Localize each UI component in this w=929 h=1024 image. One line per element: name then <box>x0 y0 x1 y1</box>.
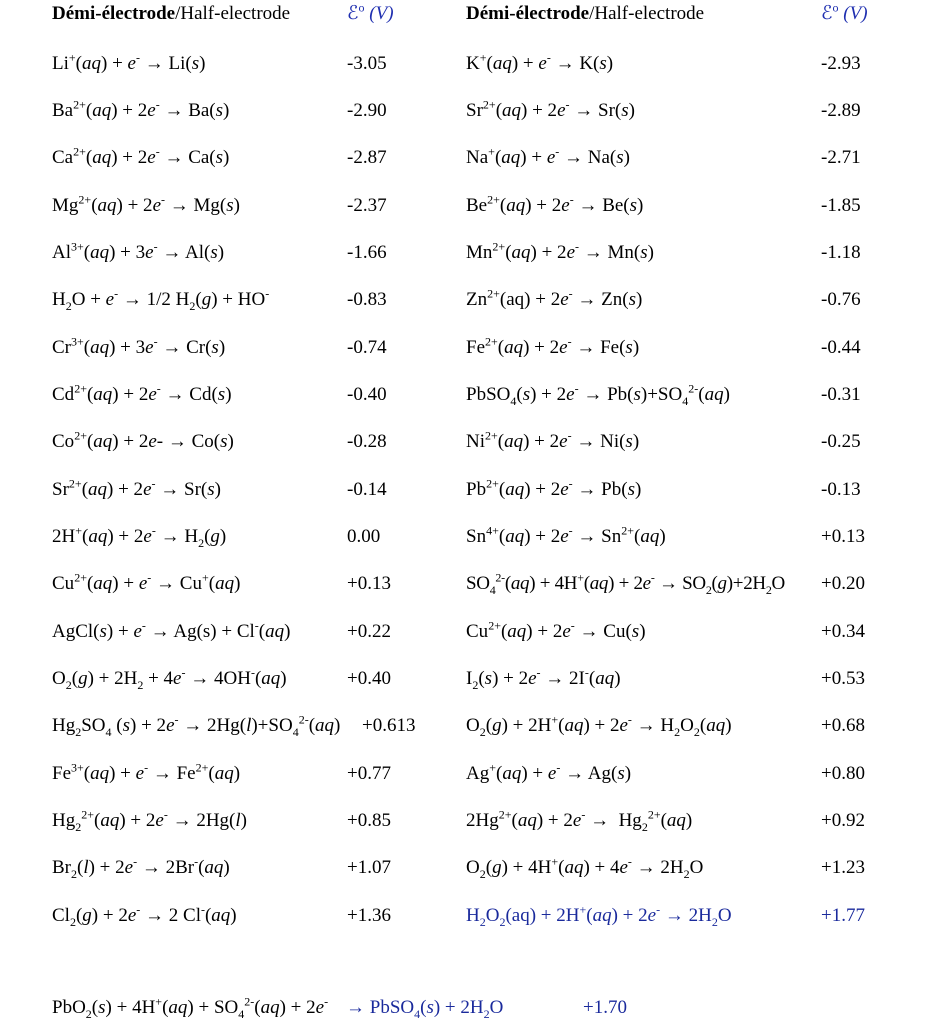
reaction-row: $Co^{2+}(aq) + 2e- \to Co(s)$ <box>52 428 234 452</box>
potential-value: +1.36 <box>347 905 391 926</box>
reaction-row: $I_2(s) + 2e^- \to 2I^-(aq)$ <box>466 665 621 692</box>
footer-reaction-right: → PbSO$_4$(s) + $2H_2O$ <box>346 997 504 1021</box>
potential-unit: (V) <box>369 3 394 24</box>
reaction-row: AgCl(s) + e- → Ag(s) + Cl-(aq) <box>52 618 291 642</box>
potential-value: -0.74 <box>347 337 387 358</box>
reaction-row: Na+(aq) + e- → Na(s) <box>466 144 630 168</box>
potential-value: -2.37 <box>347 195 387 216</box>
potential-symbol: ℰ <box>347 3 359 24</box>
reaction-row: $Cl_2(g) + 2e^- \to 2$ Cl-(aq) <box>52 902 237 929</box>
potential-unit: (V) <box>843 3 868 24</box>
reaction-row: Ag+(aq) + e- → Ag(s) <box>466 760 632 784</box>
reaction-row: $Sr^{2+}(aq) + 2e^- \to Sr(s)$ <box>52 476 221 500</box>
potential-value: +0.13 <box>821 526 865 547</box>
potential-value: -2.90 <box>347 100 387 121</box>
reaction-row: $Fe^{2+}(aq) + 2e^- \to Fe(s)$ <box>466 334 640 358</box>
right-header-slash: /Half-electrode <box>589 3 705 24</box>
potential-value: -2.71 <box>821 147 861 168</box>
reaction-row: $Pb^{2+}(aq) + 2e^- \to Pb(s)$ <box>466 476 642 500</box>
potential-sup: o <box>358 0 365 15</box>
reaction-row: $Ba^{2+}(aq) + 2e^- \to Ba(s)$ <box>52 97 230 121</box>
reaction-row-highlight: $H_2O_2(aq) + 2H^+(aq) + 2e^- \to 2H_2O$ <box>466 902 732 929</box>
reaction-row: $2Hg^{2+}(aq) + 2e^- \to Hg_2^{2+}(aq)$ <box>466 807 693 834</box>
reaction-row: PbSO$_4$(s) + $2e^- \to Pb(s)+SO_4^{2-}(aq)$ <box>466 381 730 408</box>
footer-potential-value: +1.70 <box>583 997 627 1018</box>
potential-value: +0.92 <box>821 810 865 831</box>
reaction-row: $Hg_2SO_4$ $(s) + 2e^- \to 2Hg(l)+SO_4^{2-}(aq)$ <box>52 712 341 739</box>
potential-value: -2.87 <box>347 147 387 168</box>
potential-value: -0.13 <box>821 479 861 500</box>
reaction-row: $O_2(g) + 2H_2 + 4e^- \to 4OH^-(aq)$ <box>52 665 287 692</box>
potential-value: -0.25 <box>821 431 861 452</box>
potential-value: +1.23 <box>821 857 865 878</box>
potential-value: 0.00 <box>347 526 381 547</box>
potential-symbol: ℰ <box>821 3 833 24</box>
potential-sup: o <box>832 0 839 15</box>
potential-value: +1.07 <box>347 857 391 878</box>
reaction-row: Li+(aq) + e- → Li(s) <box>52 50 206 74</box>
reaction-row: $O_2(g) + 2H^+(aq) + 2e^- \to H_2O_2(aq)$ <box>466 712 732 739</box>
potential-value: +0.34 <box>821 621 865 642</box>
potential-value: -1.66 <box>347 242 387 263</box>
potential-value-highlight: +1.77 <box>821 905 865 926</box>
reaction-row: $Br_2(l) + 2e^- \to 2Br^-(aq)$ <box>52 854 230 881</box>
reaction-row: K+(aq) + e- → K(s) <box>466 50 614 74</box>
reaction-row: $Be^{2+}(aq) + 2e^- \to Be(s)$ <box>466 192 644 216</box>
potential-value: -0.76 <box>821 289 861 310</box>
reaction-row: $Ca^{2+}(aq) + 2e^- \to Ca(s)$ <box>52 144 230 168</box>
potential-value: -0.14 <box>347 479 387 500</box>
potential-value: -0.28 <box>347 431 387 452</box>
potential-value: -0.44 <box>821 337 861 358</box>
reaction-row: $Cu^{2+}(aq) + 2e^- \to Cu(s)$ <box>466 618 646 642</box>
potential-value: -2.89 <box>821 100 861 121</box>
reaction-row: $Fe^{3+}(aq) + e^- \to Fe^{2+}(aq)$ <box>52 760 241 784</box>
reaction-row: $H_2O + e^- \to 1/2$ $H_2(g) + HO^-$ <box>52 286 270 313</box>
reaction-row: $Cr^{3+}(aq) + 3e^- \to Cr(s)$ <box>52 334 226 358</box>
potential-value: +0.40 <box>347 668 391 689</box>
footer-reaction-left: $PbO_2(s) + 4H^+(aq) + SO_4^{2-}(aq) + 2e^-$ <box>52 994 329 1021</box>
left-header-slash: /Half-electrode <box>175 3 291 24</box>
potential-value: -0.40 <box>347 384 387 405</box>
potential-value: +0.22 <box>347 621 391 642</box>
reaction-row: $Sn^{4+}(aq) + 2e^- \to Sn^{2+}(aq)$ <box>466 523 666 547</box>
left-potential-header <box>347 0 394 25</box>
reaction-row: $Zn^{2+}(aq) + 2e^- \to Zn(s)$ <box>466 286 643 310</box>
potential-value: -0.31 <box>821 384 861 405</box>
right-header <box>466 3 704 25</box>
right-potential-header <box>821 0 868 25</box>
left-header <box>52 3 290 25</box>
reaction-row: $2H^+(aq) + 2e^- \to H_2(g)$ <box>52 523 227 550</box>
left-header-bold: Démi-électrode <box>52 3 176 24</box>
potential-value: -1.85 <box>821 195 861 216</box>
reaction-row: $Cu^{2+}(aq) + e^- \to Cu^+(aq)$ <box>52 570 241 594</box>
potential-value: -2.93 <box>821 53 861 74</box>
potential-value: +0.85 <box>347 810 391 831</box>
reaction-row: $SO_4^{2-}(aq) + 4H^+(aq) + 2e^- \to SO_2(g)+2H_2O$ <box>466 570 785 597</box>
potential-value: -0.83 <box>347 289 387 310</box>
potential-value: +0.77 <box>347 763 391 784</box>
potential-value: +0.13 <box>347 573 391 594</box>
potential-value: +0.53 <box>821 668 865 689</box>
reaction-row: $Mg^{2+}(aq) + 2e^- \to Mg(s)$ <box>52 192 240 216</box>
potential-value: +0.20 <box>821 573 865 594</box>
reaction-row: $Cd^{2+}(aq) + 2e^- \to Cd(s)$ <box>52 381 232 405</box>
right-header-bold: Démi-électrode <box>466 3 590 24</box>
reaction-row: $Mn^{2+}(aq) + 2e^- \to Mn(s)$ <box>466 239 654 263</box>
reaction-row: $Sr^{2+}(aq) + 2e^- \to Sr(s)$ <box>466 97 635 121</box>
potential-value: -3.05 <box>347 53 387 74</box>
potential-value: +0.68 <box>821 715 865 736</box>
reaction-row: $O_2(g) + 4H^+(aq) + 4e^- \to 2H_2O$ <box>466 854 704 881</box>
potential-value: +0.613 <box>362 715 416 736</box>
potential-value: +0.80 <box>821 763 865 784</box>
reaction-row: $Al^{3+}(aq) + 3e^- \to Al(s)$ <box>52 239 225 263</box>
reaction-row: $Hg_2^{2+}(aq) + 2e^- \to 2Hg(l)$ <box>52 807 247 834</box>
reaction-row: $Ni^{2+}(aq) + 2e^- \to Ni(s)$ <box>466 428 640 452</box>
potential-value: -1.18 <box>821 242 861 263</box>
